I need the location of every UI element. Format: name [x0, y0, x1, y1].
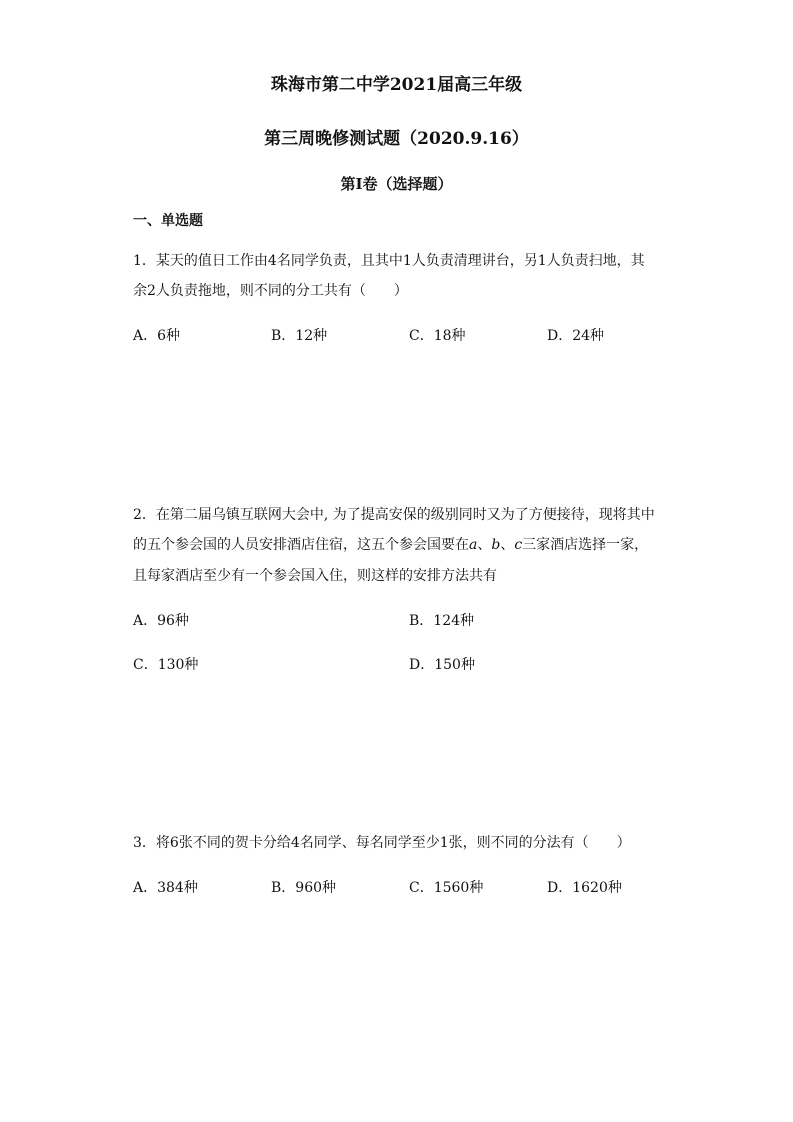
q2-line1: 2．在第二届乌镇互联网大会中, 为了提高安保的级别同时又为了方便接待，现将其中	[133, 507, 655, 523]
q2-line2-text: 的五个参会国的人员安排酒店住宿，这五个参会国要在	[133, 537, 469, 553]
q2-option-a: A．96种	[133, 613, 189, 629]
q1-line1: 1．某天的值日工作由4名同学负责，且其中1人负责清理讲台，另1人负责扫地，其	[133, 253, 645, 269]
q2-option-b: B．124种	[409, 613, 475, 629]
q3-line1: 3．将6张不同的贺卡分给4名同学、每名同学至少1张，则不同的分法有（ ）	[133, 835, 631, 851]
q1-line2: 余2人负责拖地，则不同的分工共有（ ）	[133, 283, 408, 299]
q2-option-d: D．150种	[409, 657, 475, 673]
q2-line2-tail: 三家酒店选择一家，	[522, 537, 649, 553]
q3-option-a: A．384种	[133, 880, 198, 896]
var-a: a	[469, 537, 478, 553]
q1-option-d: D．24种	[547, 328, 605, 344]
school-title: 珠海市第二中学2021届高三年级	[270, 75, 523, 95]
q1-option-c: C．18种	[409, 328, 466, 344]
q3-option-b: B．960种	[271, 880, 337, 896]
q3-option-d: D．1620种	[547, 880, 622, 896]
exam-title: 第三周晚修测试题（2020.9.16）	[264, 129, 529, 149]
var-b: b	[491, 537, 501, 553]
volume-title: 第I卷（选择题）	[340, 175, 453, 193]
q2-line3: 且每家酒店至少有一个参会国入住，则这样的安排方法共有	[133, 568, 497, 584]
separator: 、	[500, 537, 515, 553]
separator: 、	[477, 537, 492, 553]
section-heading: 一、单选题	[133, 213, 203, 229]
q2-line2	[133, 535, 648, 555]
q3-option-c: C．1560种	[409, 880, 484, 896]
var-c: c	[514, 537, 523, 553]
q2-option-c: C．130种	[133, 657, 199, 673]
q1-option-b: B．12种	[271, 328, 328, 344]
q1-option-a: A．6种	[133, 328, 181, 344]
